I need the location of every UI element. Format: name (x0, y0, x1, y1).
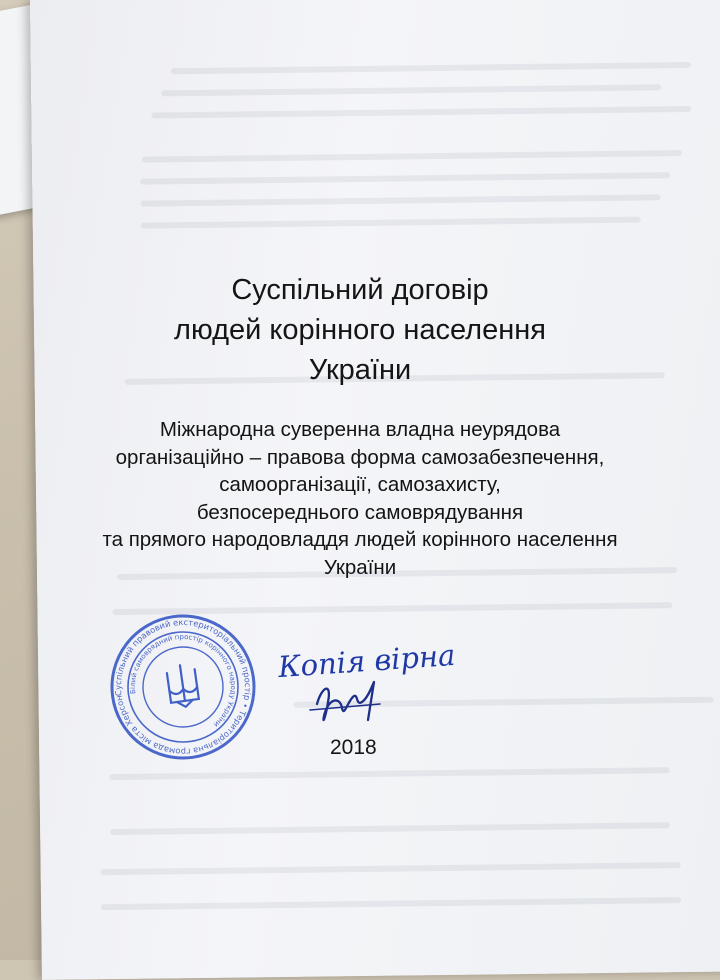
subtitle-line-1: Міжнародна суверенна владна неурядова (159, 418, 561, 441)
bleed-through-line (109, 767, 669, 780)
bleed-through-line (140, 172, 670, 184)
bleed-through-line (161, 84, 661, 96)
title-line-1: Суспільний договір (231, 274, 489, 306)
subtitle-line-3: самоорганізації, самозахисту, (219, 473, 501, 496)
bleed-through-line (101, 862, 681, 875)
document-subtitle (0, 416, 720, 581)
bleed-through-line (142, 150, 682, 163)
subtitle-line-4: безпосереднього самоврядування (196, 500, 524, 524)
stamp-inner-text: Білий самоврядний простір корінного народу України (128, 632, 238, 729)
trident-emblem-icon (166, 663, 200, 708)
subtitle-line-5: та прямого народовладдя людей корінного населення (102, 528, 618, 551)
subtitle-line-2: організаційно – правова форма самозабезпечення, (115, 445, 605, 469)
subtitle-line-6: України (323, 555, 397, 579)
official-stamp (98, 602, 267, 771)
document-title (0, 270, 720, 390)
bleed-through-line (140, 194, 660, 206)
handwritten-signature (262, 646, 402, 746)
bleed-through-line (151, 106, 691, 119)
bleed-through-line (101, 897, 681, 910)
bleed-through-line (141, 217, 641, 229)
handwritten-copy-note: Копія вірна (277, 637, 457, 685)
bleed-through-line (171, 62, 691, 74)
bleed-through-line (110, 822, 670, 835)
title-line-3: України (308, 354, 412, 386)
title-line-2: людей корінного населення (174, 314, 546, 346)
stamp-outer-text: Суспільний правовий екстериторіальний простір • Територіальна громада міста Херсон (112, 616, 254, 758)
document-year: 2018 (330, 736, 377, 759)
